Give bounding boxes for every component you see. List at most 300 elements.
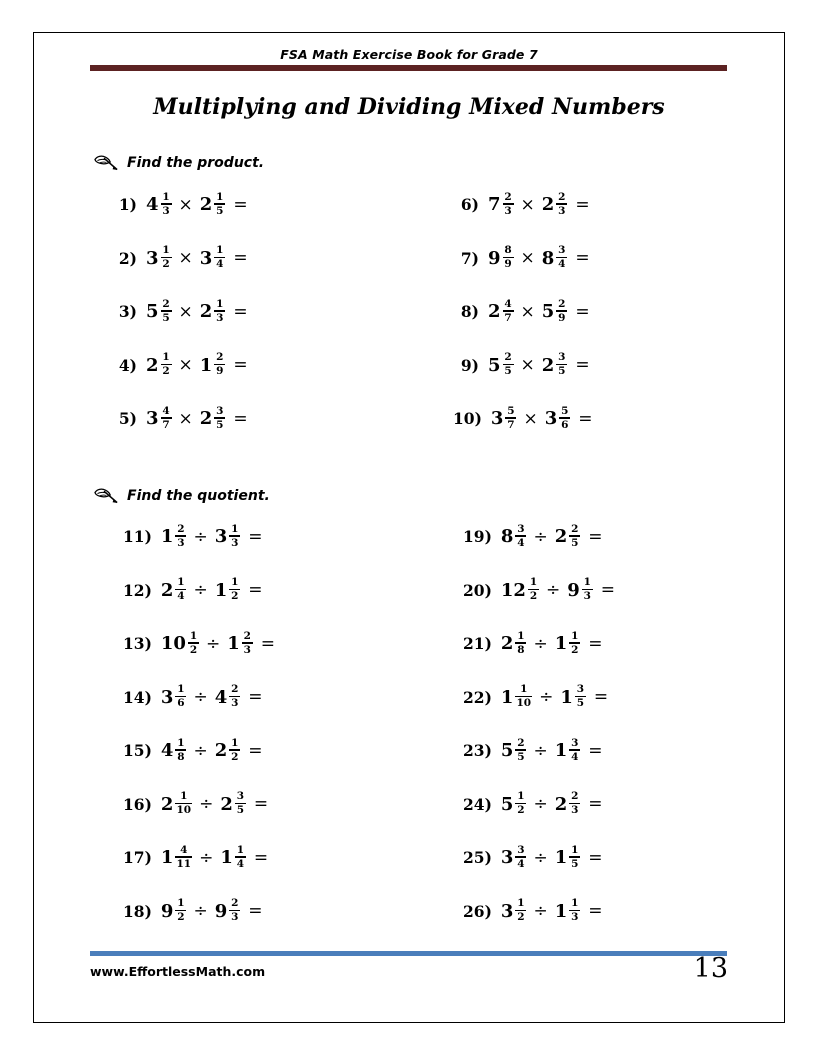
fraction-part <box>569 845 580 870</box>
operator: × <box>178 248 193 268</box>
whole-part: 9 <box>488 247 501 269</box>
denominator: 4 <box>177 590 185 603</box>
denominator: 3 <box>243 643 251 656</box>
numerator: 2 <box>504 351 512 363</box>
whole-part: 1 <box>220 847 233 868</box>
numerator: 1 <box>231 736 239 749</box>
fraction-part <box>528 577 539 602</box>
numerator: 3 <box>517 843 525 856</box>
problem-number: 12) <box>123 580 152 600</box>
numerator: 1 <box>520 683 528 695</box>
numerator: 1 <box>162 351 170 363</box>
equals-sign: = <box>248 526 263 547</box>
denominator: 4 <box>517 857 525 870</box>
denominator: 9 <box>216 365 224 378</box>
problem-5 <box>111 406 248 431</box>
fraction-part <box>515 898 526 923</box>
whole-part: 4 <box>214 686 228 708</box>
operator: ÷ <box>193 580 208 600</box>
fraction-part <box>503 352 514 377</box>
fraction-part <box>515 524 526 549</box>
mixed-number-b <box>215 524 241 549</box>
equals-sign: = <box>260 633 275 654</box>
whole-part: 5 <box>541 301 555 322</box>
numerator: 8 <box>504 244 512 256</box>
problem-row <box>33 406 785 460</box>
numerator: 1 <box>177 683 185 695</box>
equals-sign: = <box>233 194 248 215</box>
footer-website[interactable]: www.EffortlessMath.com <box>90 964 266 979</box>
operator: ÷ <box>545 580 561 600</box>
whole-part: 5 <box>488 354 501 376</box>
problem-13 <box>123 631 275 656</box>
section-label: Find the product. <box>127 155 265 171</box>
fraction-part <box>229 577 240 602</box>
mixed-number-a <box>501 631 527 656</box>
problem-number: 8) <box>460 302 479 321</box>
whole-part: 2 <box>160 579 174 601</box>
operator: ÷ <box>533 847 548 868</box>
fraction-part <box>582 577 593 602</box>
denominator: 8 <box>177 750 185 763</box>
whole-part: 3 <box>544 408 558 429</box>
mixed-number-a <box>501 524 527 549</box>
fraction-part <box>161 299 172 324</box>
problem-11 <box>123 524 262 549</box>
equals-sign: = <box>248 740 263 761</box>
numerator: 4 <box>162 404 170 417</box>
mixed-number-b <box>227 631 253 656</box>
denominator: 3 <box>571 804 579 817</box>
fraction-part <box>175 898 186 923</box>
problem-row <box>33 845 785 899</box>
denominator: 3 <box>177 536 185 549</box>
fraction-part <box>515 845 526 870</box>
mixed-number-a <box>501 899 527 924</box>
denominator: 6 <box>561 418 569 431</box>
denominator: 5 <box>162 311 170 324</box>
denominator: 2 <box>517 804 525 817</box>
operator: ÷ <box>533 794 548 814</box>
numerator: 3 <box>558 244 566 256</box>
fraction-part <box>569 738 580 763</box>
equals-sign: = <box>600 580 615 600</box>
whole-part: 4 <box>160 740 174 761</box>
problem-number: 2) <box>118 248 137 268</box>
numerator: 3 <box>216 404 224 417</box>
whole-part: 10 <box>160 633 186 654</box>
problem-list-quotient <box>33 524 785 952</box>
denominator: 10 <box>176 804 192 817</box>
numerator: 1 <box>177 576 185 588</box>
problem-row <box>33 246 785 300</box>
problem-number: 11) <box>123 527 152 546</box>
problem-18 <box>123 899 262 924</box>
operator: ÷ <box>533 901 548 921</box>
equals-sign: = <box>575 248 590 268</box>
problem-row <box>33 899 785 953</box>
numerator: 1 <box>216 297 224 310</box>
problem-2 <box>111 246 248 271</box>
problem-number: 3) <box>118 302 137 321</box>
mixed-number-a <box>161 685 187 710</box>
problem-15 <box>123 738 262 763</box>
whole-part: 1 <box>500 686 514 708</box>
equals-sign: = <box>588 901 603 921</box>
numerator: 3 <box>571 736 579 749</box>
denominator: 2 <box>529 590 538 603</box>
problem-17 <box>123 845 268 870</box>
fraction-part <box>175 845 192 870</box>
problem-number: 15) <box>123 741 152 760</box>
denominator: 5 <box>571 536 579 549</box>
denominator: 2 <box>231 590 239 603</box>
equals-sign: = <box>588 740 603 761</box>
numerator: 1 <box>517 897 525 909</box>
numerator: 2 <box>504 190 512 203</box>
problem-21 <box>463 631 602 656</box>
section-label: Find the quotient. <box>127 488 270 504</box>
numerator: 1 <box>571 843 579 856</box>
operator: × <box>178 301 193 322</box>
operator: ÷ <box>533 633 548 654</box>
fraction-part <box>214 406 225 431</box>
mixed-number-b <box>555 899 581 924</box>
numerator: 1 <box>583 576 591 588</box>
whole-part: 7 <box>488 194 501 215</box>
problem-row <box>33 685 785 739</box>
whole-part: 2 <box>199 408 213 429</box>
mixed-number-a <box>146 246 172 271</box>
whole-part: 2 <box>488 301 501 322</box>
mixed-number-a <box>161 631 199 656</box>
whole-part: 3 <box>160 686 174 708</box>
numerator: 5 <box>507 404 515 417</box>
mixed-number-a <box>501 738 527 763</box>
equals-sign: = <box>233 248 248 268</box>
mixed-number-b <box>542 353 568 378</box>
problem-26 <box>463 899 602 924</box>
whole-part: 2 <box>554 793 568 815</box>
problem-row <box>33 738 785 792</box>
whole-part: 1 <box>199 354 213 376</box>
equals-sign: = <box>248 901 263 921</box>
numerator: 2 <box>571 790 579 802</box>
operator: ÷ <box>205 633 221 654</box>
operator: × <box>178 355 193 375</box>
running-head: FSA Math Exercise Book for Grade 7 <box>280 47 538 62</box>
denominator: 8 <box>517 643 525 656</box>
denominator: 5 <box>571 857 579 870</box>
denominator: 2 <box>189 643 198 656</box>
denominator: 2 <box>231 750 239 763</box>
whole-part: 5 <box>500 740 514 761</box>
mixed-number-a <box>501 845 527 870</box>
mixed-number-a <box>161 792 192 817</box>
equals-sign: = <box>253 847 269 868</box>
denominator: 3 <box>583 590 591 603</box>
problem-8 <box>453 299 590 324</box>
header-rule <box>90 65 727 71</box>
mixed-number-b <box>200 406 226 431</box>
problem-number: 20) <box>463 580 492 600</box>
denominator: 5 <box>576 697 584 710</box>
operator: ÷ <box>199 847 214 868</box>
mixed-number-b <box>555 631 581 656</box>
fraction-part <box>229 684 240 709</box>
whole-part: 2 <box>500 633 514 654</box>
fraction-part <box>214 245 225 270</box>
fraction-part <box>242 631 253 656</box>
problem-row <box>33 299 785 353</box>
fraction-part <box>229 898 240 923</box>
numerator: 3 <box>558 351 566 363</box>
denominator: 5 <box>504 365 512 378</box>
whole-part: 5 <box>146 301 159 322</box>
problem-number: 18) <box>123 901 152 921</box>
fraction-part <box>515 738 526 763</box>
fraction-part <box>175 577 186 602</box>
operator: ÷ <box>193 526 208 547</box>
footer-rule <box>90 951 727 956</box>
fraction-part <box>569 791 580 816</box>
fraction-part <box>161 245 172 270</box>
fraction-part <box>556 299 567 324</box>
denominator: 6 <box>177 697 185 710</box>
problem-number: 24) <box>463 794 492 814</box>
numerator: 1 <box>571 897 579 909</box>
operator: ÷ <box>193 740 208 761</box>
whole-part: 1 <box>554 900 568 922</box>
operator: ÷ <box>539 687 554 707</box>
mixed-number-a <box>161 578 187 603</box>
fraction-part <box>503 192 514 217</box>
operator: ÷ <box>533 740 548 761</box>
operator: × <box>520 248 535 268</box>
fraction-part <box>175 738 186 763</box>
operator: × <box>520 301 535 322</box>
denominator: 7 <box>162 418 170 431</box>
page-title: Multiplying and Dividing Mixed Numbers <box>153 94 665 120</box>
fraction-part <box>161 352 172 377</box>
operator: ÷ <box>533 526 548 547</box>
fraction-part <box>175 524 186 549</box>
mixed-number-b <box>542 299 568 324</box>
numerator: 1 <box>571 629 579 642</box>
fraction-part <box>503 245 514 270</box>
denominator: 3 <box>216 311 224 324</box>
mixed-number-a <box>161 524 187 549</box>
whole-part: 8 <box>500 526 514 547</box>
problem-number: 25) <box>463 848 492 867</box>
problem-list-product <box>33 192 785 460</box>
mixed-number-b <box>200 353 226 378</box>
whole-part: 3 <box>199 247 213 269</box>
fraction-part <box>515 684 532 709</box>
numerator: 1 <box>216 190 224 203</box>
numerator: 2 <box>571 522 579 535</box>
problem-number: 23) <box>463 741 492 760</box>
equals-sign: = <box>588 633 603 654</box>
mixed-number-b <box>545 406 571 431</box>
denominator: 2 <box>571 643 579 656</box>
problem-1 <box>111 192 248 217</box>
denominator: 5 <box>216 418 224 431</box>
fraction-part <box>503 299 514 324</box>
problem-row <box>33 578 785 632</box>
mixed-number-b <box>215 578 241 603</box>
problem-number: 17) <box>123 848 152 867</box>
whole-part: 3 <box>490 408 504 429</box>
fraction-part <box>235 845 246 870</box>
denominator: 3 <box>504 204 512 217</box>
equals-sign: = <box>248 687 263 707</box>
equals-sign: = <box>233 301 248 322</box>
mixed-number-a <box>161 845 192 870</box>
problem-number: 9) <box>460 355 479 375</box>
fraction-part <box>556 352 567 377</box>
quill-pen-icon <box>93 486 119 506</box>
whole-part: 4 <box>146 194 159 215</box>
mixed-number-b <box>555 738 581 763</box>
numerator: 2 <box>177 522 185 535</box>
numerator: 1 <box>189 629 198 642</box>
section-heading-quotient <box>93 486 270 506</box>
whole-part: 2 <box>146 354 159 376</box>
denominator: 5 <box>236 804 244 817</box>
mixed-number-a <box>161 899 187 924</box>
fraction-part <box>214 352 225 377</box>
problem-number: 13) <box>123 634 152 653</box>
whole-part: 2 <box>541 354 555 376</box>
mixed-number-a <box>491 406 517 431</box>
operator: ÷ <box>193 687 208 707</box>
numerator: 3 <box>517 522 525 535</box>
denominator: 3 <box>571 911 579 924</box>
operator: × <box>520 355 535 375</box>
problem-number: 1) <box>118 195 137 214</box>
problem-22 <box>463 685 608 710</box>
problem-6 <box>453 192 590 217</box>
numerator: 4 <box>504 297 512 310</box>
whole-part: 2 <box>220 793 233 815</box>
whole-part: 2 <box>554 526 568 547</box>
problem-row <box>33 192 785 246</box>
equals-sign: = <box>575 194 590 215</box>
denominator: 3 <box>231 911 239 924</box>
mixed-number-a <box>146 192 172 217</box>
equals-sign: = <box>593 687 609 707</box>
numerator: 2 <box>558 190 566 203</box>
whole-part: 1 <box>160 847 174 868</box>
denominator: 4 <box>517 536 525 549</box>
fraction-part <box>188 631 199 656</box>
problem-4 <box>111 353 248 378</box>
whole-part: 9 <box>567 579 580 601</box>
mixed-number-b <box>215 685 241 710</box>
mixed-number-b <box>542 246 568 271</box>
problem-9 <box>453 353 590 378</box>
equals-sign: = <box>588 847 603 868</box>
numerator: 1 <box>177 736 185 749</box>
operator: ÷ <box>199 794 214 814</box>
fraction-part <box>575 684 586 709</box>
mixed-number-b <box>555 792 581 817</box>
numerator: 1 <box>231 522 239 535</box>
problem-24 <box>463 792 602 817</box>
mixed-number-a <box>501 685 532 710</box>
operator: × <box>178 408 193 429</box>
problem-20 <box>463 578 615 603</box>
mixed-number-b <box>200 192 226 217</box>
whole-part: 1 <box>214 579 228 601</box>
denominator: 2 <box>177 911 185 924</box>
equals-sign: = <box>575 301 590 322</box>
equals-sign: = <box>578 408 593 429</box>
problem-23 <box>463 738 602 763</box>
problem-16 <box>123 792 268 817</box>
mixed-number-a <box>488 299 514 324</box>
problem-number: 19) <box>463 527 492 546</box>
mixed-number-a <box>488 192 514 217</box>
problem-number: 4) <box>118 355 137 375</box>
whole-part: 12 <box>500 579 526 601</box>
fraction-part <box>229 524 240 549</box>
numerator: 1 <box>177 897 185 909</box>
whole-part: 3 <box>500 847 514 868</box>
mixed-number-b <box>215 738 241 763</box>
denominator: 7 <box>504 311 512 324</box>
fraction-part <box>559 406 570 431</box>
numerator: 3 <box>576 683 584 695</box>
problem-7 <box>453 246 590 271</box>
numerator: 1 <box>162 244 170 256</box>
whole-part: 1 <box>554 847 568 868</box>
fraction-part <box>214 192 225 217</box>
mixed-number-b <box>560 685 586 710</box>
numerator: 1 <box>517 790 525 802</box>
numerator: 2 <box>162 297 170 310</box>
numerator: 1 <box>231 576 239 588</box>
whole-part: 3 <box>146 247 159 269</box>
problem-row <box>33 353 785 407</box>
equals-sign: = <box>248 580 263 600</box>
numerator: 1 <box>180 790 188 802</box>
operator: ÷ <box>193 901 208 921</box>
fraction-part <box>569 898 580 923</box>
fraction-part <box>175 684 186 709</box>
problem-row <box>33 524 785 578</box>
equals-sign: = <box>253 794 269 814</box>
denominator: 2 <box>517 911 525 924</box>
mixed-number-b <box>220 792 246 817</box>
numerator: 1 <box>216 244 224 256</box>
problem-25 <box>463 845 602 870</box>
whole-part: 2 <box>541 194 555 215</box>
whole-part: 1 <box>554 740 568 761</box>
mixed-number-a <box>488 246 514 271</box>
problem-19 <box>463 524 602 549</box>
numerator: 1 <box>162 190 170 203</box>
fraction-part <box>161 192 172 217</box>
whole-part: 1 <box>227 633 240 654</box>
problem-number: 6) <box>460 195 479 214</box>
fraction-part <box>161 406 172 431</box>
equals-sign: = <box>233 355 248 375</box>
denominator: 4 <box>216 258 224 271</box>
problem-3 <box>111 299 248 324</box>
denominator: 9 <box>504 258 512 271</box>
